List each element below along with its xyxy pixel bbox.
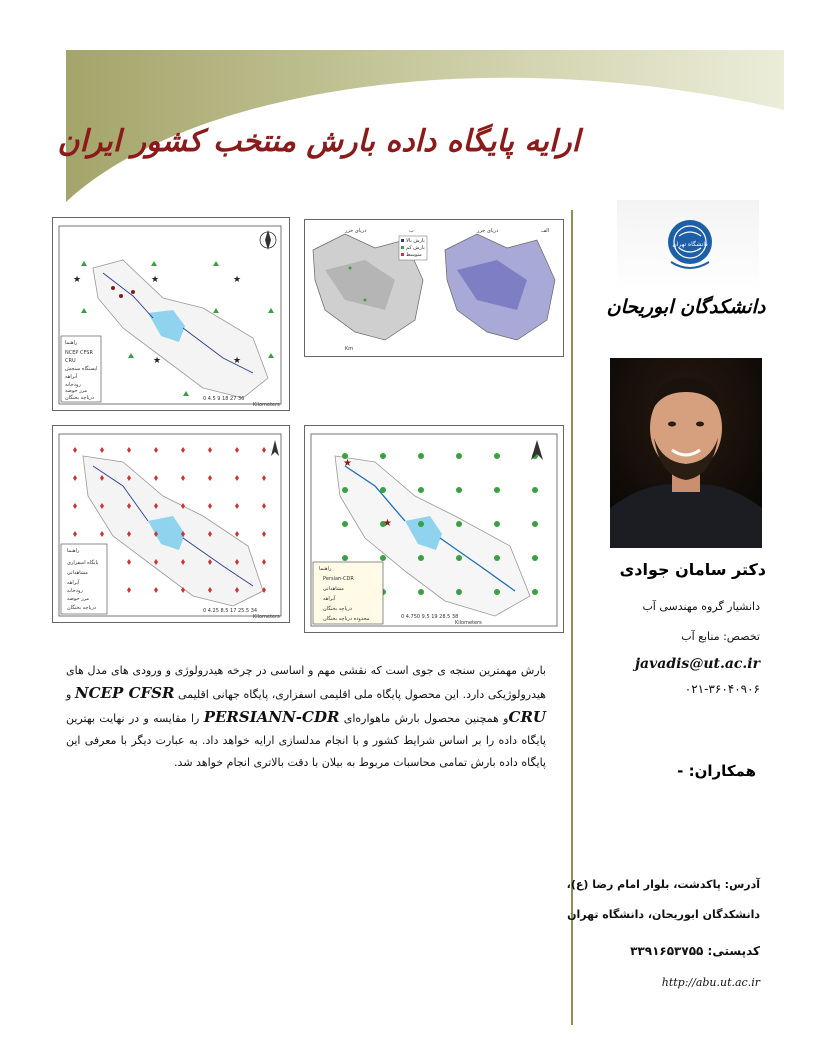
map1-legend-3: آبراهه [65,374,78,380]
grid-point [262,531,266,537]
grid-point [235,531,239,537]
grid-point [73,475,77,481]
map3-legend-4: مرز حوضه [67,596,90,602]
abstract-part1: بارش مهمترین سنجه ی جوی است که نقشی مهم و اساسی در چرخه هیدرولوژی و ورودی های مدل های هیدرولوژیکی دارد. این محصول پایگاه ملی اقلیمی اسفزاری، پایگاه جهانی اقلیمی [66,664,546,701]
grid-point [532,487,538,493]
grid-point [380,487,386,493]
grid-point [181,447,185,453]
person-phone: ۰۲۱-۳۶۰۴۰۹۰۶ [684,682,760,696]
grid-point [494,555,500,561]
map2-legend-1: بارش کم [406,245,425,251]
grid-point [418,521,424,527]
map3-legend-5: دریاچه بختگان [67,605,97,611]
abstract-part3: و همچنین محصول بارش ماهواره‌ای [339,712,509,725]
grid-point [418,487,424,493]
map1-legend-6: دریاچه بختگان [65,395,95,401]
map1-legend-5: مرز حوضه [65,388,88,394]
map4-legend-4: محدوده دریاچه بختگان [323,616,370,622]
map2-label-b: ب [409,228,414,234]
grid-point [342,555,348,561]
map4-unit: Kilometers [455,620,482,626]
map-persiann [304,425,564,633]
north-arrow-icon [271,440,279,456]
grid-point [100,531,104,537]
grid-point [532,555,538,561]
grid-point [532,521,538,527]
grid-point [342,521,348,527]
column-divider [571,210,573,1025]
university-logo-icon [617,200,759,290]
svg-text:★: ★ [233,275,242,285]
map4-legend-2: آبراهه [323,596,336,602]
map4-legend-3: دریاچه بختگان [323,606,353,612]
map3-legend-title: راهنما [67,548,80,554]
map3-legend-2: آبراهه [67,580,80,586]
person-position: دانشیار گروه مهندسی آب [642,600,760,613]
map2-legend-0: بارش بالا [406,238,425,244]
page-title: ارایه پایگاه داده بارش منتخب کشور ایران [57,124,580,159]
svg-text:★: ★ [151,275,160,285]
svg-text:★: ★ [73,275,82,285]
map4-legend-title: راهنما [319,566,332,572]
map4-legend-0: Persian-CDR [323,576,354,582]
svg-text:★: ★ [383,518,392,529]
abstract-em-cru: CRU [508,708,546,726]
grid-point [154,587,158,593]
svg-text:★: ★ [153,356,162,366]
grid-point [456,487,462,493]
map3-scale: 0 4.25 8.5 17 25.5 34 [203,608,258,614]
person-email[interactable]: javadis@ut.ac.ir [634,656,760,672]
map2-sea-b: دریای خزر [345,228,367,234]
map2-sea-a: دریای خزر [477,228,499,234]
grid-point [532,589,538,595]
grid-point [456,521,462,527]
map1-legend-title: راهنما [65,340,78,346]
grid-point [208,447,212,453]
maps-figure [52,215,564,635]
grid-point [235,475,239,481]
map3-legend-3: رودخانه [67,588,83,594]
grid-point [208,503,212,509]
grid-point [342,487,348,493]
svg-text:★: ★ [233,356,242,366]
grid-point [154,447,158,453]
grid-point [235,503,239,509]
map2-label-a: الف [541,228,550,234]
grid-point [154,475,158,481]
logo-text: دانشگاه تهران [672,241,708,248]
abstract-part4: را مقایسه و در نهایت بهترین پایگاه داده را بر اساس شرایط کشور و با انجام مدلسازی ارایه خواهد داد. به عبارت دیگر با معرفی این پایگاه داده بارش تمامی محاسبات مربوط به بیلان با دقت بالاتری انجام خواهد شد. [66,712,546,769]
grid-point [73,531,77,537]
website-link[interactable]: http://abu.ut.ac.ir [661,976,760,989]
map2-unit: Km [345,346,354,352]
grid-point [494,521,500,527]
map-iran [304,219,564,357]
address-line-2: دانشکدگان ابوریحان، دانشگاه تهران [567,908,760,921]
grid-point [235,447,239,453]
grid-point [73,447,77,453]
profile-photo [610,358,762,548]
map1-legend-2: ایستگاه سنجش [65,366,98,372]
grid-point [262,503,266,509]
logo-area [617,200,759,290]
grid-point [127,559,131,565]
faculty-name: دانشکدگان ابوریحان [606,296,766,318]
grid-point [262,587,266,593]
grid-point [262,559,266,565]
map1-legend-1: CRU [65,358,76,364]
grid-point [127,587,131,593]
address-line-1: آدرس: پاکدشت، بلوار امام رضا (ع)، [566,878,760,891]
grid-point [208,475,212,481]
colleagues: همکاران: - [677,762,756,780]
abstract-em-persiann: PERSIANN-CDR [203,708,340,726]
grid-point [380,555,386,561]
grid-point [456,453,462,459]
grid-point [494,487,500,493]
abstract [66,660,546,774]
map4-legend-1: مشاهداتی [323,586,344,592]
map2-legend-2: متوسط [406,252,422,258]
map1-unit: Kilometers [253,402,280,408]
grid-point [100,447,104,453]
grid-point [456,555,462,561]
map1-scale: 0 4.5 9 18 27 36 [203,396,245,402]
grid-point [262,447,266,453]
map4-scale: 0 4.750 9.5 19 28.5 38 [401,614,459,620]
map3-unit: Kilometers [253,614,280,620]
grid-point [181,475,185,481]
person-name: دکتر سامان جوادی [619,560,766,579]
grid-point [262,475,266,481]
map3-legend-1: مشاهداتی [67,570,88,576]
map1-legend-0: NCEP CFSR [65,350,93,356]
grid-point [494,589,500,595]
grid-point [494,453,500,459]
map-esfazari [52,425,290,623]
postal-code: کدپستی: ۳۳۹۱۶۵۳۷۵۵ [630,944,760,958]
grid-point [418,555,424,561]
person-specialty: تخصص: منابع آب [681,630,760,643]
grid-point [127,447,131,453]
abstract-em-cfsr: NCEP CFSR [74,684,175,702]
abstract-part2: و [66,688,75,701]
grid-point [73,503,77,509]
svg-text:★: ★ [343,458,352,469]
grid-point [456,589,462,595]
grid-point [380,453,386,459]
grid-point [418,589,424,595]
grid-point [418,453,424,459]
map-cfsr-cru [52,217,290,411]
map1-legend-4: رودخانه [65,382,81,388]
map3-legend-0: پایگاه اسفزاری [67,560,99,566]
